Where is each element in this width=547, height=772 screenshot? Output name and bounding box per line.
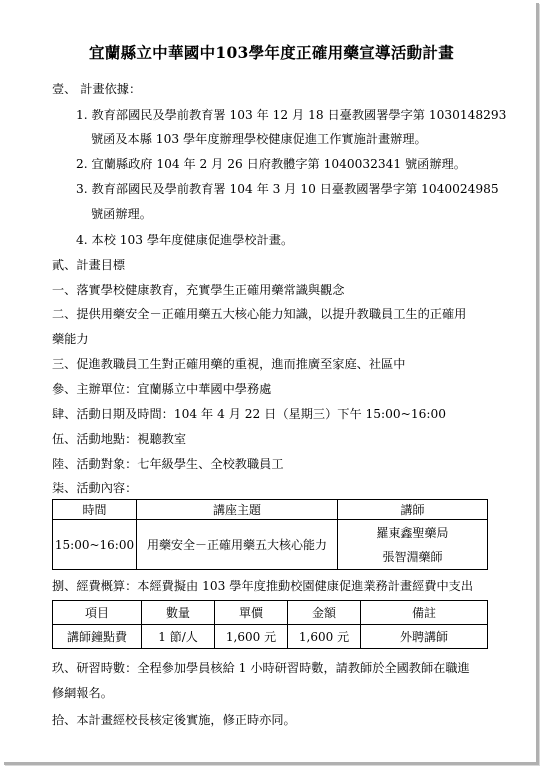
section-2-heading: 貳、計畫目標 <box>52 258 126 272</box>
cell-time: 15:00~16:00 <box>53 520 137 570</box>
section-10-approval: 拾、本計畫經校長核定後實施，修正時亦同。 <box>52 713 296 727</box>
activity-table <box>52 499 488 570</box>
section-1-heading: 壹、 計畫依據： <box>52 82 142 96</box>
section-9-hours: 玖、研習時數：全程參加學員核給 1 小時研習時數，請教師於全國教師在職進 <box>52 661 470 675</box>
lecturer-org: 羅東鑫聖藥局 <box>376 525 449 540</box>
section-6-audience: 陸、活動對象：七年級學生、全校教職員工 <box>52 457 284 471</box>
section-7-content-heading: 柒、活動內容： <box>52 481 138 495</box>
goal-2-cont: 藥能力 <box>52 332 89 346</box>
cell-lecturer <box>338 520 488 570</box>
cell-quantity: 1 節/人 <box>142 625 215 649</box>
basis-item-1: 1. 教育部國民及學前教育署 103 年 12 月 18 日臺教國署學字第 1030148293 <box>76 108 507 122</box>
table-row <box>53 625 488 649</box>
header-lecturer: 講師 <box>338 500 488 520</box>
document-page <box>4 3 539 765</box>
lecturer-name: 張智淵藥師 <box>382 549 443 564</box>
goal-1: 一、落實學校健康教育，充實學生正確用藥常識與觀念 <box>52 283 345 297</box>
table-header-row <box>53 601 488 625</box>
section-5-location: 伍、活動地點：視聽教室 <box>52 432 187 446</box>
header-quantity: 數量 <box>142 601 215 625</box>
basis-item-1-cont: 號函及本縣 103 學年度辦理學校健康促進工作實施計畫辦理。 <box>91 132 427 146</box>
section-9-hours-cont: 修網報名。 <box>52 686 113 700</box>
table-header-row <box>53 500 488 520</box>
goal-2: 二、提供用藥安全－正確用藥五大核心能力知識，以提升教職員工生的正確用 <box>52 307 467 321</box>
table-row <box>53 520 488 570</box>
basis-item-4: 4. 本校 103 學年度健康促進學校計畫。 <box>76 233 294 247</box>
document-title: 宜蘭縣立中華國中103學年度正確用藥宣導活動計畫 <box>88 43 455 62</box>
section-4-datetime: 肆、活動日期及時間：104 年 4 月 22 日（星期三）下午 15:00~16:00 <box>52 407 446 421</box>
cell-remark: 外聘講師 <box>361 625 488 649</box>
header-time: 時間 <box>53 500 137 520</box>
header-amount: 金額 <box>288 601 361 625</box>
section-8-budget: 捌、經費概算：本經費擬由 103 學年度推動校園健康促進業務計畫經費中支出 <box>52 579 474 593</box>
header-item: 項目 <box>53 601 142 625</box>
goal-3: 三、促進教職員工生對正確用藥的重視，進而推廣至家庭、社區中 <box>52 357 406 371</box>
cell-unit-price: 1,600 元 <box>215 625 288 649</box>
basis-item-2: 2. 宜蘭縣政府 104 年 2 月 26 日府教體字第 1040032341 號函辦理。 <box>76 157 466 171</box>
header-remark: 備註 <box>361 601 488 625</box>
budget-table <box>52 600 488 649</box>
basis-item-3-cont: 號函辦理。 <box>91 207 152 221</box>
cell-amount: 1,600 元 <box>288 625 361 649</box>
cell-item: 講師鐘點費 <box>53 625 142 649</box>
basis-item-3: 3. 教育部國民及學前教育署 104 年 3 月 10 日臺教國署學字第 1040024985 <box>76 182 499 196</box>
header-unit-price: 單價 <box>215 601 288 625</box>
header-topic: 講座主題 <box>137 500 338 520</box>
cell-topic: 用藥安全－正確用藥五大核心能力 <box>137 520 338 570</box>
section-3-organizer: 參、主辦單位：宜蘭縣立中華國中學務處 <box>52 382 272 396</box>
